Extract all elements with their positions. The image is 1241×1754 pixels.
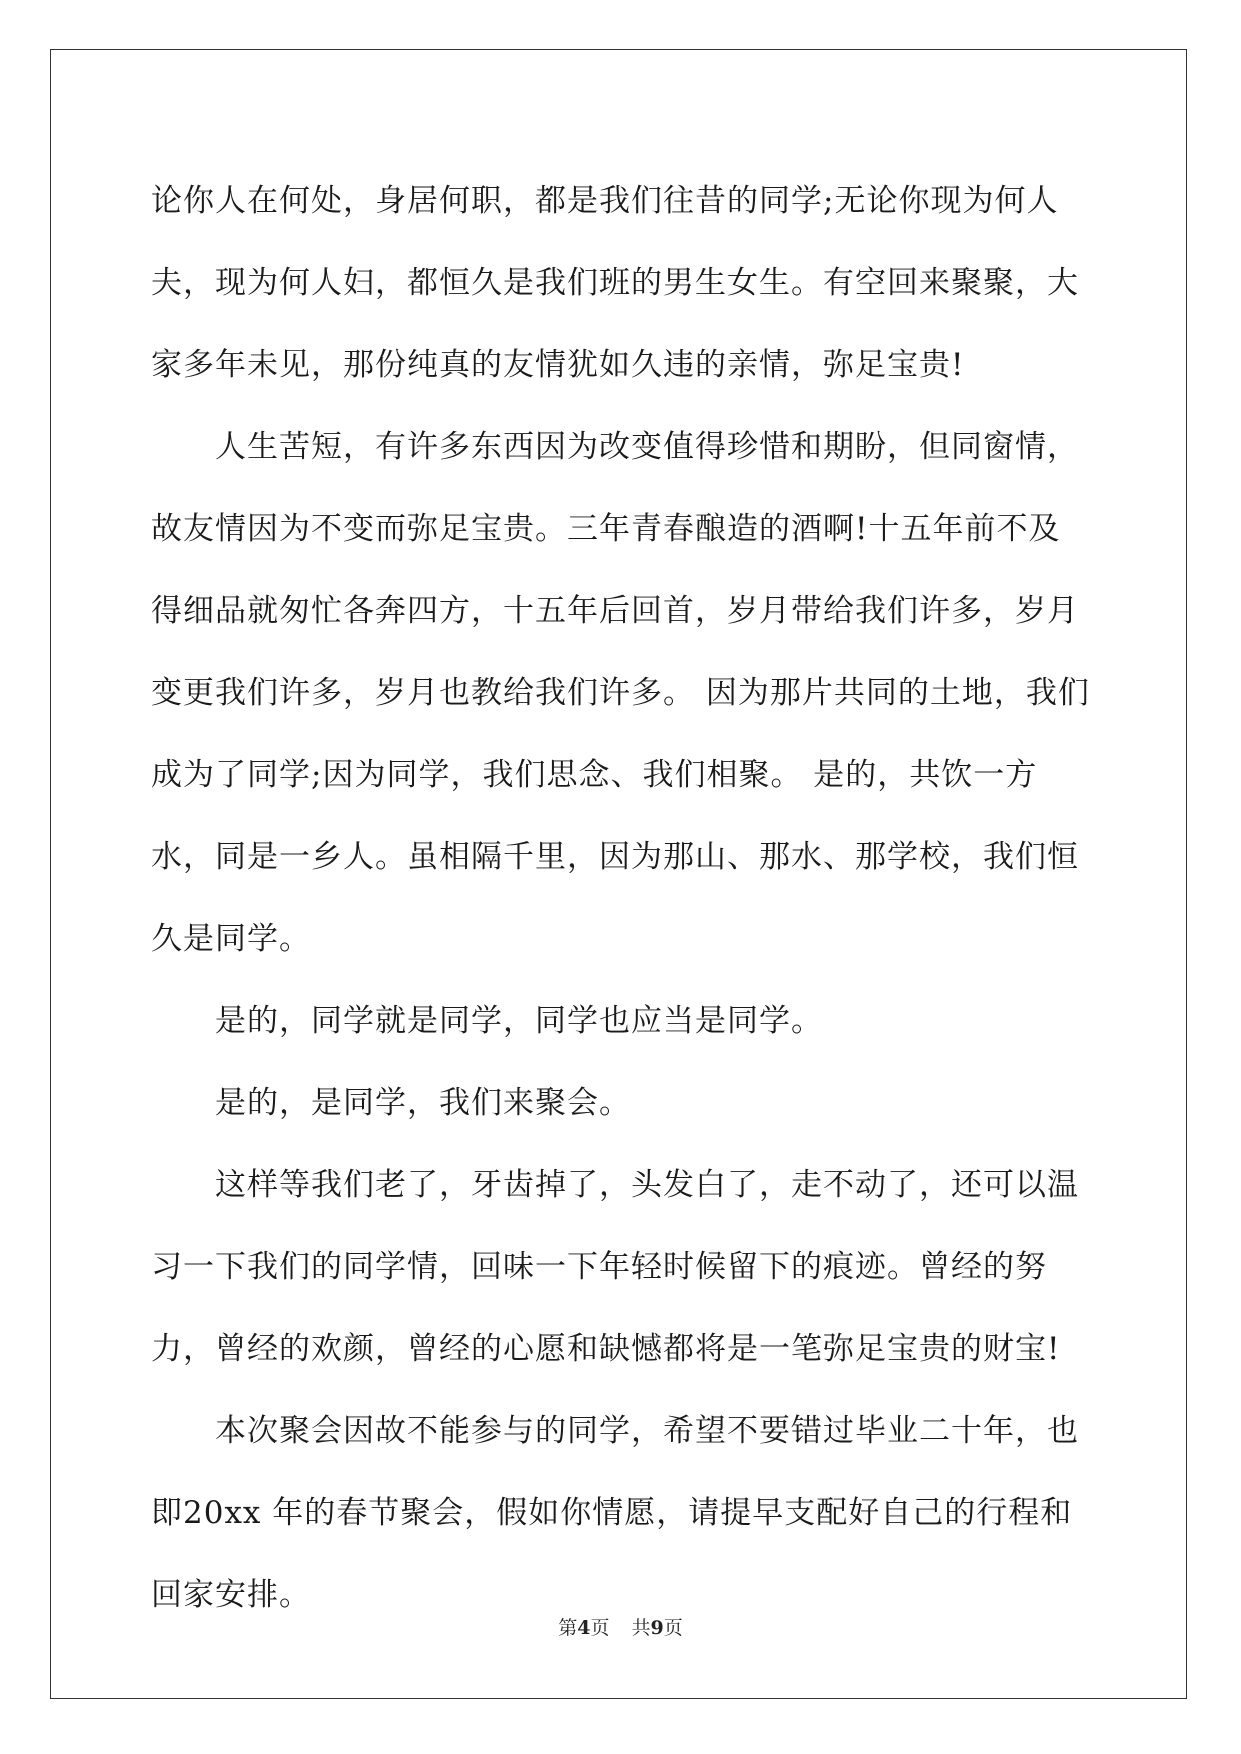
- paragraph: 这样等我们老了，牙齿掉了，头发白了，走不动了，还可以温习一下我们的同学情，回味一下年轻时候留下的痕迹。曾经的努力，曾经的欢颜，曾经的心愿和缺憾都将是一笔弥足宝贵的财宝!: [151, 1167, 1079, 1367]
- page-number-suffix: 页: [590, 1617, 610, 1639]
- page-number-current: 4: [577, 1617, 591, 1639]
- page-total-prefix: 共: [631, 1617, 651, 1639]
- page-number-prefix: 第: [558, 1617, 578, 1639]
- paragraph: 是的，是同学，我们来聚会。: [215, 1085, 631, 1121]
- page-total: 9: [650, 1617, 664, 1639]
- paragraph: 本次聚会因故不能参与的同学，希望不要错过毕业二十年，也即20xx 年的春节聚会，假如你情愿，请提早支配好自己的行程和回家安排。: [151, 1413, 1079, 1613]
- paragraph: 是的，同学就是同学，同学也应当是同学。: [215, 1003, 823, 1039]
- paragraph: 人生苦短，有许多东西因为改变值得珍惜和期盼，但同窗情，故友情因为不变而弥足宝贵。三年青春酿造的酒啊!十五年前不及得细品就匆忙各奔四方，十五年后回首，岁月带给我们许多，岁月变更我们许多，岁月也教给我们许多。 因为那片共同的土地，我们成为了同学;因为同学，我们思念、我们相聚。 是的，共饮一方水，同是一乡人。虽相隔千里，因为那山、那水、那学校，我们恒久是同学。: [151, 429, 1090, 957]
- page-total-suffix: 页: [663, 1617, 683, 1639]
- document-body: [151, 160, 1091, 1636]
- page-footer: [0, 1613, 1241, 1640]
- paragraph: 论你人在何处，身居何职，都是我们往昔的同学;无论你现为何人夫，现为何人妇，都恒久是我们班的男生女生。有空回来聚聚，大家多年未见，那份纯真的友情犹如久违的亲情，弥足宝贵!: [151, 183, 1079, 383]
